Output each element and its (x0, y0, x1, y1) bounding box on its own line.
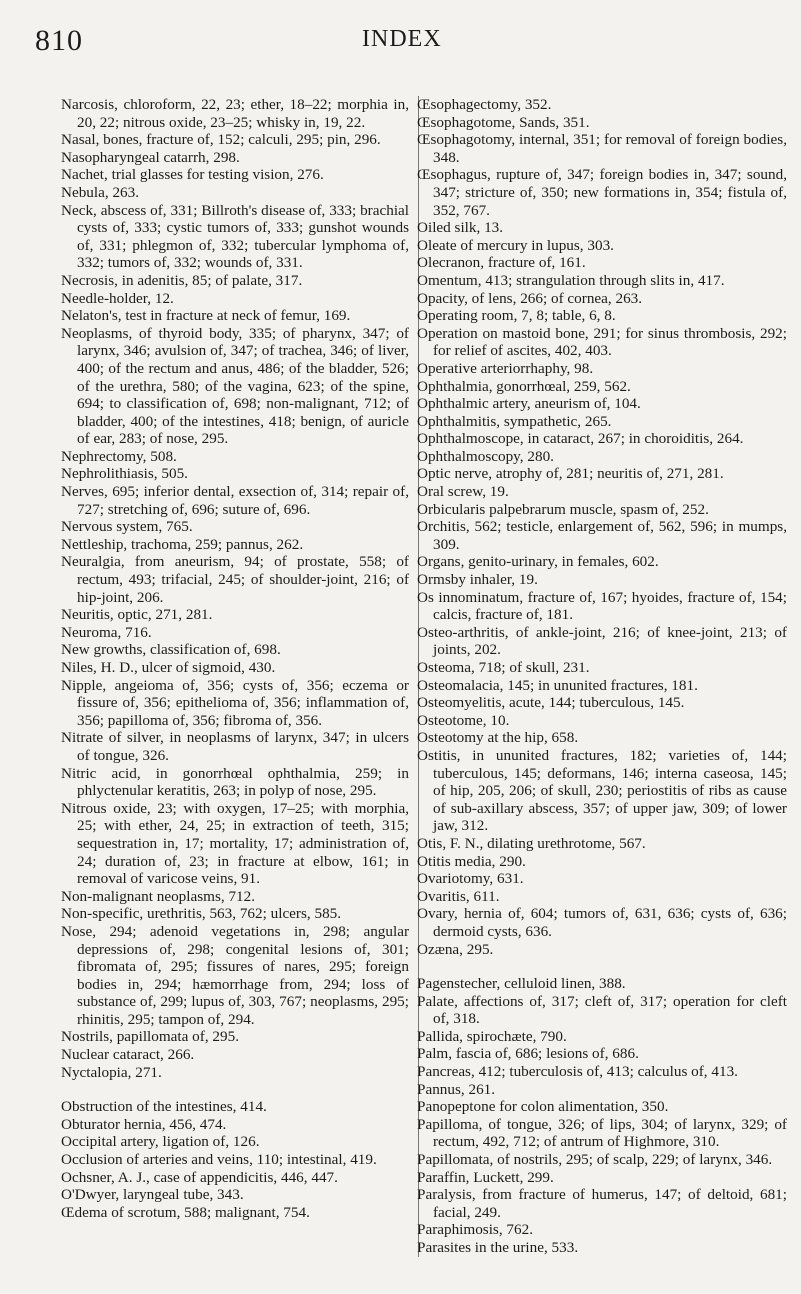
index-entry: Obturator hernia, 456, 474. (61, 1115, 227, 1133)
page-header (0, 16, 801, 56)
index-entry: Nelaton's, test in fracture at neck of femur, 169. (61, 307, 351, 325)
index-entry: Paraffin, Luckett, 299. (417, 1168, 554, 1186)
index-entry: Needle-holder, 12. (61, 289, 174, 307)
index-entry: Nitric acid, in gonorrhœal ophthalmia, 259; in phlyctenular keratitis, 263; in polyp of nose, 295. (61, 764, 409, 800)
index-entry: Operating room, 7, 8; table, 6, 8. (417, 307, 616, 325)
index-entry: Ophthalmoscope, in cataract, 267; in choroiditis, 264. (417, 430, 744, 448)
index-entry: Orchitis, 562; testicle, enlargement of, 562, 596; in mumps, 309. (417, 518, 787, 553)
index-entry: Palm, fascia of, 686; lesions of, 686. (417, 1045, 639, 1063)
index-entry: Palate, affections of, 317; cleft of, 317; operation for cleft of, 318. (417, 992, 787, 1028)
index-entry: Ostitis, in ununited fractures, 182; varieties of, 144; tuberculous, 145; deformans, 146; interna caseosa, 145; of hip, 205, 206; of skull, 230; periostitis of ribs as cause of sub-axillary abscess, 357; of upper jaw, 309; of lower jaw, 312. (417, 746, 787, 835)
index-entry: Nitrous oxide, 23; with oxygen, 17–25; with morphia, 25; with ether, 24, 25; in extraction of teeth, 315; sequestration in, 17; mortality, 17; administration of, 24; duration of, 23; in fracture at elbow, 161; in removal of varicose veins, 91. (61, 799, 409, 888)
index-entry: Nachet, trial glasses for testing vision, 276. (61, 166, 324, 184)
index-entry: Osteotomy at the hip, 658. (417, 729, 579, 747)
index-entry: Neuralgia, from aneurism, 94; of prostate, 558; of rectum, 493; trifacial, 245; of shoulder-joint, 216; of hip-joint, 206. (61, 553, 409, 606)
index-entry: Organs, genito-urinary, in females, 602. (417, 553, 659, 571)
index-entry: Opacity, of lens, 266; of cornea, 263. (417, 289, 643, 307)
index-entry: Occipital artery, ligation of, 126. (61, 1133, 260, 1151)
index-entry: Ovaritis, 611. (417, 887, 500, 905)
index-entry: Neck, abscess of, 331; Billroth's disease of, 333; brachial cysts of, 333; cystic tumors of, 333; gunshot wounds of, 331; phlegmon of, 332; tubercular lymphoma of, 332; tumors of, 332; wounds of, 331. (61, 201, 409, 272)
index-entry: Non-malignant neoplasms, 712. (61, 887, 256, 905)
index-entry: Paraphimosis, 762. (417, 1221, 534, 1239)
index-entry: Narcosis, chloroform, 22, 23; ether, 18–22; morphia in, 20, 22; nitrous oxide, 23–25; whisky in, 19, 22. (61, 96, 409, 131)
index-entry: Nasopharyngeal catarrh, 298. (61, 148, 240, 166)
index-entry: Paralysis, from fracture of humerus, 147; of deltoid, 681; facial, 249. (417, 1186, 787, 1221)
index-entry: Ormsby inhaler, 19. (417, 571, 538, 589)
index-entry: Œsophagotomy, internal, 351; for removal of foreign bodies, 348. (417, 131, 787, 166)
index-entry: Nerves, 695; inferior dental, exsection of, 314; repair of, 727; stretching of, 696; suture of, 696. (61, 483, 409, 518)
index-entry: Pallida, spirochæte, 790. (417, 1027, 567, 1045)
index-entry: Neuroma, 716. (61, 623, 152, 641)
index-entry: Occlusion of arteries and veins, 110; intestinal, 419. (61, 1151, 377, 1169)
index-entry: Œdema of scrotum, 588; malignant, 754. (61, 1203, 310, 1221)
index-entry: Nervous system, 765. (61, 518, 193, 536)
page-number: 810 (35, 24, 83, 57)
index-entry: Ophthalmoscopy, 280. (417, 447, 554, 465)
index-entry: Osteomyelitis, acute, 144; tuberculous, 145. (417, 694, 685, 712)
index-entry: Os innominatum, fracture of, 167; hyoides, fracture of, 154; calcis, fracture of, 181. (417, 588, 787, 624)
index-entry: Nasal, bones, fracture of, 152; calculi, 295; pin, 296. (61, 131, 381, 149)
index-entry: Nostrils, papillomata of, 295. (61, 1028, 240, 1046)
index-entry: Niles, H. D., ulcer of sigmoid, 430. (61, 659, 276, 676)
index-column-right (418, 96, 787, 1257)
index-entry: Neuritis, optic, 271, 281. (61, 606, 213, 624)
index-entry: Necrosis, in adenitis, 85; of palate, 317. (61, 271, 303, 289)
index-column-left (61, 96, 409, 1221)
section-gap (61, 1081, 409, 1098)
index-entry: Ovary, hernia of, 604; tumors of, 631, 636; cysts of, 636; dermoid cysts, 636. (417, 905, 787, 940)
index-entry: Ophthalmic artery, aneurism of, 104. (417, 395, 641, 413)
index-entry: Optic nerve, atrophy of, 281; neuritis of, 271, 281. (417, 465, 724, 483)
index-entry: Ophthalmia, gonorrhœal, 259, 562. (417, 377, 631, 395)
index-entry: Œsophagectomy, 352. (417, 96, 552, 113)
running-head: INDEX (362, 26, 442, 52)
index-entry: Pannus, 261. (417, 1080, 496, 1098)
index-entry: Otitis media, 290. (417, 852, 526, 870)
index-entry: Œsophagus, rupture of, 347; foreign bodies in, 347; sound, 347; stricture of, 350; new formations in, 354; fistula of, 352, 767. (417, 166, 787, 219)
index-entry: Obstruction of the intestines, 414. (61, 1098, 267, 1116)
index-entry: Ozæna, 295. (417, 940, 494, 958)
index-entry: Nebula, 263. (61, 183, 140, 201)
index-entry: Nose, 294; adenoid vegetations in, 298; angular depressions of, 298; congenital lesions of, 301; fibromata of, 295; fissures of nares, 295; foreign bodies in, 294; hæmorrhage from, 294; loss of substance of, 299; lupus of, 303, 767; neoplasms, 295; rhinitis, 295; tampon of, 294. (61, 922, 409, 1028)
index-entry: Osteo-arthritis, of ankle-joint, 216; of knee-joint, 213; of joints, 202. (417, 623, 787, 659)
index-entry: Osteotome, 10. (417, 711, 510, 729)
index-entry: New growths, classification of, 698. (61, 641, 281, 659)
index-entry: Ovariotomy, 631. (417, 870, 524, 888)
index-entry: Osteomalacia, 145; in ununited fractures, 181. (417, 676, 698, 694)
index-entry: Nyctalopia, 271. (61, 1063, 162, 1081)
index-entry: Papillomata, of nostrils, 295; of scalp, 229; of larynx, 346. (417, 1151, 773, 1169)
index-entry: Nitrate of silver, in neoplasms of larynx, 347; in ulcers of tongue, 326. (61, 729, 409, 764)
index-entry: Pagenstecher, celluloid linen, 388. (417, 975, 626, 993)
index-entry: Non-specific, urethritis, 563, 762; ulcers, 585. (61, 905, 342, 923)
index-entry: Otis, F. N., dilating urethrotome, 567. (417, 834, 646, 852)
index-entry: Orbicularis palpebrarum muscle, spasm of, 252. (417, 500, 709, 518)
index-entry: Oral screw, 19. (417, 483, 509, 501)
section-gap (419, 958, 787, 975)
index-entry: Nipple, angeioma of, 356; cysts of, 356; eczema or fissure of, 356; epithelioma of, 356; inflammation of, 356; papilloma of, 356; fibroma of, 356. (61, 676, 409, 729)
index-entry: Oleate of mercury in lupus, 303. (417, 236, 614, 254)
index-entry: Parasites in the urine, 533. (417, 1239, 579, 1256)
index-entry: Ophthalmitis, sympathetic, 265. (417, 412, 612, 430)
index-entry: Ochsner, A. J., case of appendicitis, 446, 447. (61, 1168, 338, 1186)
index-entry: O'Dwyer, laryngeal tube, 343. (61, 1186, 244, 1204)
index-entry: Nephrolithiasis, 505. (61, 465, 188, 483)
index-entry: Nettleship, trachoma, 259; pannus, 262. (61, 535, 304, 553)
index-entry: Olecranon, fracture of, 161. (417, 254, 586, 272)
index-entry: Œsophagotome, Sands, 351. (417, 113, 590, 131)
index-entry: Omentum, 413; strangulation through slits in, 417. (417, 271, 725, 289)
index-entry: Oiled silk, 13. (417, 219, 504, 237)
index-entry: Panopeptone for colon alimentation, 350. (417, 1098, 669, 1116)
index-entry: Nephrectomy, 508. (61, 447, 177, 465)
index-entry: Osteoma, 718; of skull, 231. (417, 659, 590, 676)
index-entry: Nuclear cataract, 266. (61, 1046, 195, 1064)
index-entry: Operative arteriorrhaphy, 98. (417, 359, 594, 377)
index-entry: Pancreas, 412; tuberculosis of, 413; calculus of, 413. (417, 1063, 738, 1081)
index-entry: Neoplasms, of thyroid body, 335; of pharynx, 347; of larynx, 346; avulsion of, 347; of trachea, 346; of liver, 400; of the rectum and anus, 486; of the bladder, 526; of the urethra, 580; of the vagina, 623; of the spine, 694; to classification of, 698; non-malignant, 712; of bladder, 400; of the intestines, 418; benign, of auricle of ear, 283; of nose, 295. (61, 324, 409, 448)
index-entry: Papilloma, of tongue, 326; of lips, 304; of larynx, 329; of rectum, 492, 712; of antrum of Highmore, 310. (417, 1115, 787, 1151)
index-entry: Operation on mastoid bone, 291; for sinus thrombosis, 292; for relief of ascites, 402, 403. (417, 324, 787, 360)
